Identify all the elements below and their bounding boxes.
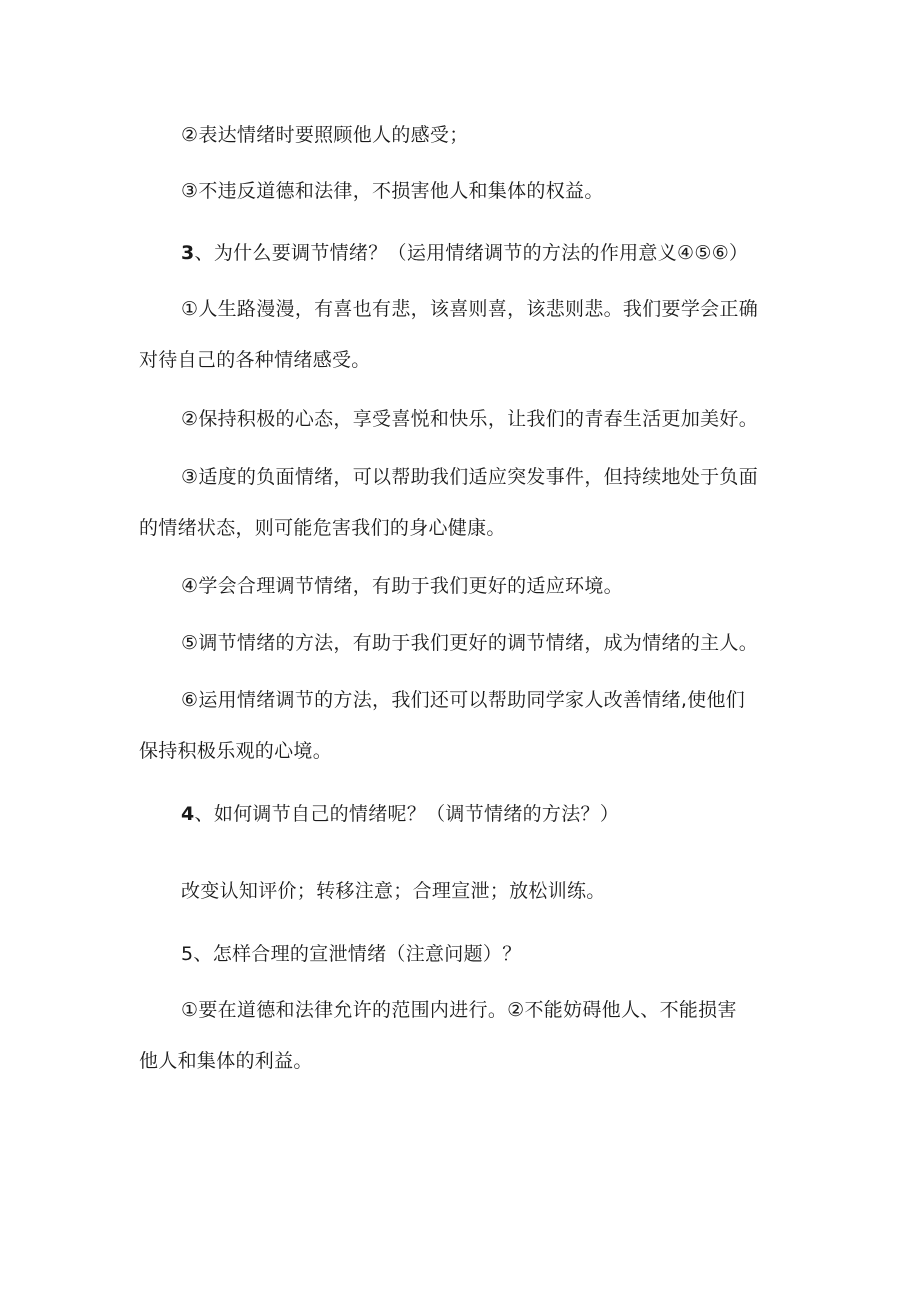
text-line: ③适度的负面情绪，可以帮助我们适应突发事件，但持续地处于负面 — [181, 466, 759, 488]
section-number: 3 — [181, 242, 195, 264]
section-heading-4 — [181, 802, 619, 826]
text-line: ②表达情绪时要照顾他人的感受； — [181, 124, 469, 146]
text-line: 改变认知评价；转移注意；合理宣泄；放松训练。 — [181, 880, 606, 902]
text-line: 他人和集体的利益。 — [139, 1050, 313, 1072]
text-line: ①要在道德和法律允许的范围内进行。②不能妨碍他人、不能损害 — [181, 999, 737, 1021]
text-line: ⑥运用情绪调节的方法，我们还可以帮助同学家人改善情绪,使他们 — [181, 689, 746, 711]
section-title: 、为什么要调节情绪？（运用情绪调节的方法的作用意义④⑤⑥） — [194, 242, 749, 264]
text-line: ①人生路漫漫，有喜也有悲，该喜则喜，该悲则悲。我们要学会正确 — [181, 298, 759, 320]
section-heading-5: 5、怎样合理的宣泄情绪（注意问题）？ — [181, 943, 522, 965]
text-line: ④学会合理调节情绪，有助于我们更好的适应环境。 — [181, 575, 623, 597]
section-number: 4 — [181, 803, 195, 825]
text-line: ③不违反道德和法律，不损害他人和集体的权益。 — [181, 180, 604, 202]
text-line: ⑤调节情绪的方法，有助于我们更好的调节情绪，成为情绪的主人。 — [181, 632, 759, 654]
text-line: ②保持积极的心态，享受喜悦和快乐，让我们的青春生活更加美好。 — [181, 408, 759, 430]
text-line: 对待自己的各种情绪感受。 — [139, 349, 371, 371]
section-heading-3 — [181, 241, 748, 265]
text-line: 的情绪状态，则可能危害我们的身心健康。 — [139, 517, 506, 539]
text-line: 保持积极乐观的心境。 — [139, 740, 333, 762]
section-title: 、如何调节自己的情绪呢？（调节情绪的方法？） — [194, 803, 620, 825]
